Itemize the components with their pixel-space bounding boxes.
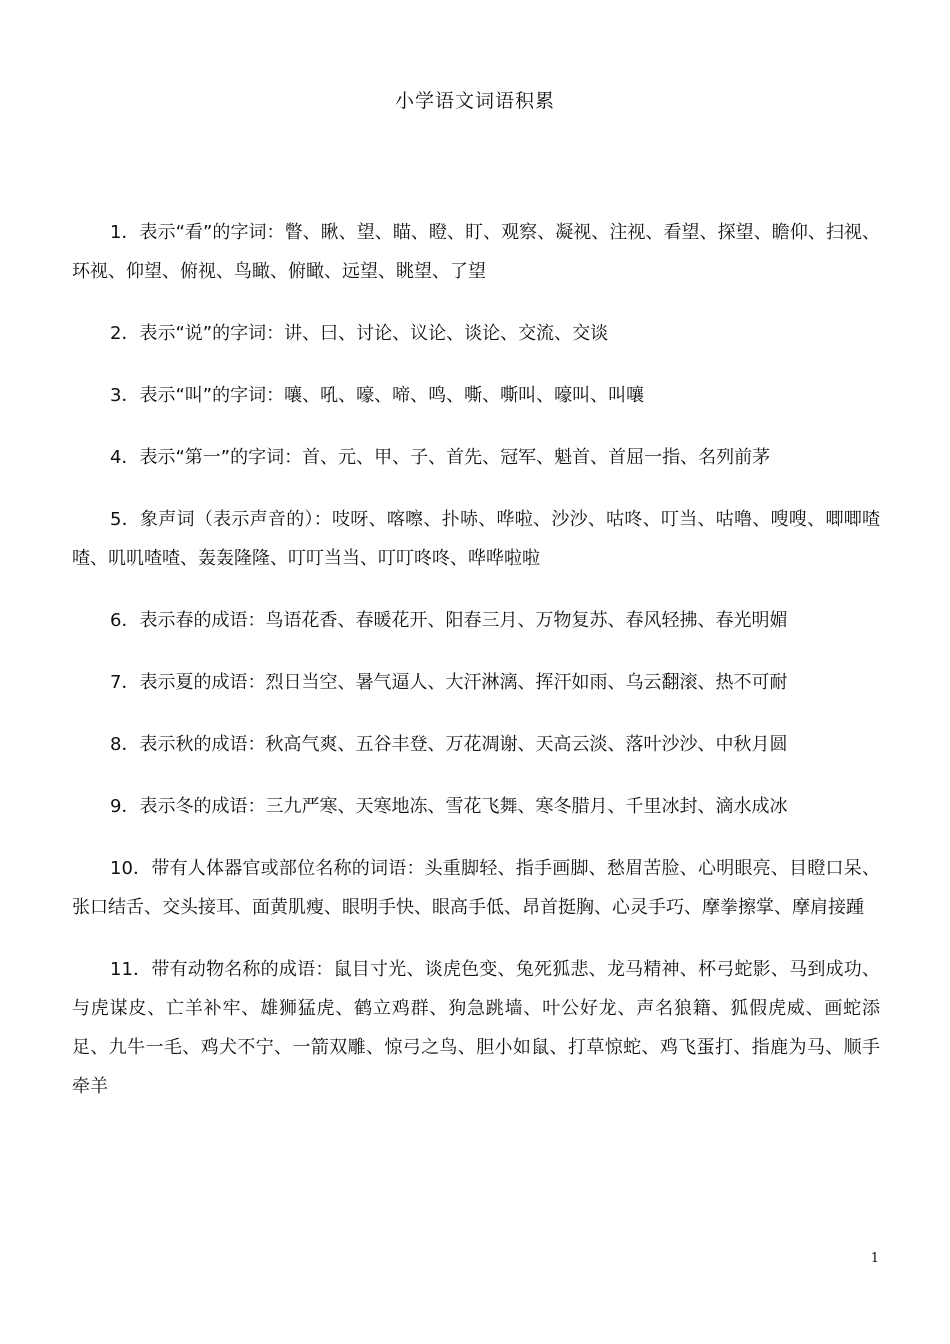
list-item-winter: 9．表示冬的成语：三九严寒、天寒地冻、雪花飞舞、寒冬腊月、千里冰封、滴水成冰 [110,796,788,817]
list-item-look: 1．表示“看”的字词：瞥、瞅、望、瞄、瞪、盯、观察、凝视、注视、看望、探望、瞻仰、扫视、环视、仰望、俯视、鸟瞰、俯瞰、远望、眺望、了望 [72,222,880,282]
list-item-body-parts: 10．带有人体器官或部位名称的词语：头重脚轻、指手画脚、愁眉苦脸、心明眼亮、目瞪口呆、张口结舌、交头接耳、面黄肌瘦、眼明手快、眼高手低、昂首挺胸、心灵手巧、摩拳擦掌、摩肩接踵 [72,858,880,918]
list-item-summer: 7．表示夏的成语：烈日当空、暑气逼人、大汗淋漓、挥汗如雨、乌云翻滚、热不可耐 [110,672,788,693]
word-list [72,213,880,1129]
list-item-onomatopoeia: 5．象声词（表示声音的）：吱呀、喀嚓、扑哧、哗啦、沙沙、咕咚、叮当、咕噜、嗖嗖、唧唧喳喳、叽叽喳喳、轰轰隆隆、叮叮当当、叮叮咚咚、哗哗啦啦 [72,509,880,569]
list-item-call: 3．表示“叫”的字词：嚷、吼、嚎、啼、鸣、嘶、嘶叫、嚎叫、叫嚷 [110,385,645,406]
list-item-animals: 11．带有动物名称的成语：鼠目寸光、谈虎色变、兔死狐悲、龙马精神、杯弓蛇影、马到成功、与虎谋皮、亡羊补牢、雄狮猛虎、鹤立鸡群、狗急跳墙、叶公好龙、声名狼籍、狐假虎威、画蛇添足、九牛一毛、鸡犬不宁、一箭双雕、惊弓之鸟、胆小如鼠、打草惊蛇、鸡飞蛋打、指鹿为马、顺手牵羊 [72,959,880,1097]
list-item-spring: 6．表示春的成语：鸟语花香、春暖花开、阳春三月、万物复苏、春风轻拂、春光明媚 [110,610,788,631]
list-item-autumn: 8．表示秋的成语：秋高气爽、五谷丰登、万花凋谢、天高云淡、落叶沙沙、中秋月圆 [110,734,788,755]
page-number: 1 [870,1251,879,1266]
page-title: 小学语文词语积累 [394,90,555,112]
list-item-first: 4．表示“第一”的字词：首、元、甲、子、首先、冠军、魁首、首屈一指、名列前茅 [110,447,771,468]
list-item-say: 2．表示“说”的字词：讲、曰、讨论、议论、谈论、交流、交谈 [110,323,609,344]
